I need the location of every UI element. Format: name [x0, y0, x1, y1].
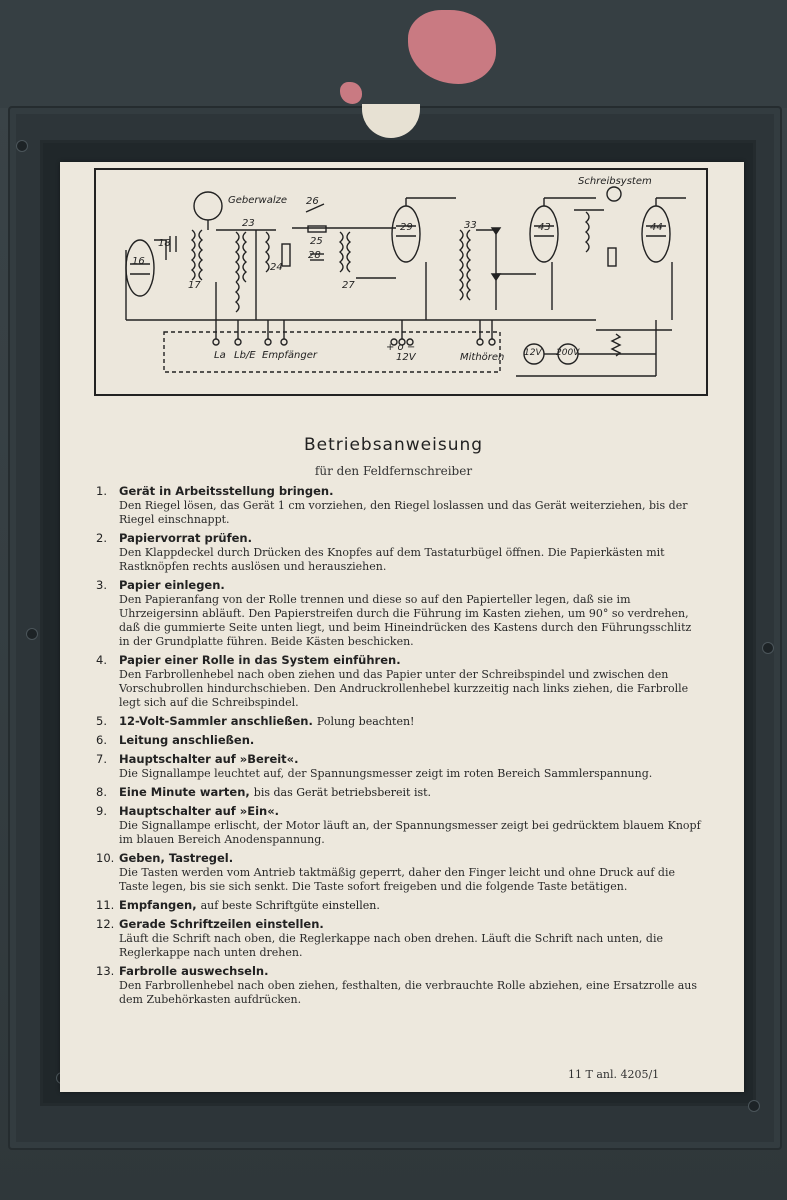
housing-top-panel — [0, 0, 787, 108]
step-number: 10. — [96, 851, 115, 865]
label-16: 16 — [132, 256, 145, 267]
step-heading-line — [119, 851, 704, 866]
step-heading-line — [119, 733, 704, 748]
step-number: 3. — [96, 578, 107, 592]
step-number: 13. — [96, 964, 115, 978]
label-25: 25 — [310, 236, 323, 247]
screw-left-mid — [26, 628, 38, 640]
step-heading: Papiervorrat prüfen. — [119, 531, 252, 545]
step-number: 2. — [96, 531, 107, 545]
instruction-step — [96, 714, 704, 729]
label-la: La — [214, 350, 226, 361]
label-18: 18 — [158, 238, 171, 249]
step-heading-line — [119, 714, 704, 729]
step-body: Läuft die Schrift nach oben, die Reglerkappe nach oben drehen. Läuft die Schrift nach unten, die Reglerkappe nach unten drehen. — [119, 932, 663, 959]
page-title: Betriebsanweisung — [303, 435, 484, 455]
screw-right-mid — [762, 642, 774, 654]
instruction-step — [96, 917, 704, 960]
step-heading: Eine Minute warten, — [119, 785, 250, 799]
step-body: Den Papieranfang von der Rolle trennen und diese so auf den Papierteller legen, daß sie im Uhrzeigersinn abläuft. Den Papierstreifen durch die Führung im Kasten ziehen, um 90° so verdrehen, daß die gummierte Seite unten liegt, und beim Hineindrücken des Kastens durch den Führungsschlitz in der Grundplatte führen. Beide Kästen beschicken. — [119, 593, 692, 648]
step-number: 6. — [96, 733, 107, 747]
label-24: 24 — [270, 262, 283, 273]
step-number: 11. — [96, 898, 115, 912]
instruction-step — [96, 531, 704, 574]
step-body: Den Klappdeckel durch Drücken des Knopfes auf dem Tastaturbügel öffnen. Die Papierkästen mit Rastknöpfen rechts auslösen und herausziehen. — [119, 546, 665, 573]
label-12v: 12V — [396, 352, 416, 363]
instruction-step — [96, 484, 704, 527]
form-number: 11 T anl. 4205/1 — [568, 1068, 660, 1081]
step-body: Die Signallampe leuchtet auf, der Spannungsmesser zeigt im roten Bereich Sammlerspannung. — [119, 767, 653, 780]
instruction-step — [96, 578, 704, 649]
step-heading: Papier einlegen. — [119, 578, 225, 592]
instruction-step — [96, 733, 704, 748]
step-number: 9. — [96, 804, 107, 818]
step-body: Den Riegel lösen, das Gerät 1 cm vorziehen, den Riegel loslassen und das Gerät weiterziehen, bis der Riegel einschnappt. — [119, 499, 688, 526]
instruction-step — [96, 785, 704, 800]
label-empfaenger: Empfänger — [262, 350, 318, 361]
step-body: Die Tasten werden vom Antrieb taktmäßig geperrt, daher den Finger leicht und ohne Druck auf die Taste legen, bis sie sich senkt. Die Taste sofort freigeben und die folgende Taste betätigen. — [119, 866, 675, 893]
step-inline-text: bis das Gerät betriebsbereit ist. — [253, 786, 432, 799]
step-number: 7. — [96, 752, 107, 766]
screw-left-top — [16, 140, 28, 152]
step-heading: Papier einer Rolle in das System einführen. — [119, 653, 401, 667]
step-heading-line — [119, 578, 704, 593]
step-heading-line — [119, 898, 704, 913]
step-inline-text: auf beste Schriftgüte einstellen. — [200, 899, 380, 912]
label-plus-minus: + o − — [386, 342, 416, 353]
step-inline-text: Polung beachten! — [316, 715, 415, 728]
step-number: 5. — [96, 714, 107, 728]
instruction-step — [96, 804, 704, 847]
label-meter-200v: 200V — [556, 348, 580, 358]
label-43: 43 — [538, 222, 551, 233]
paint-chip-small — [340, 82, 362, 104]
step-heading-line — [119, 785, 704, 800]
label-23: 23 — [242, 218, 255, 229]
label-geberwalze: Geberwalze — [228, 195, 287, 206]
step-heading-line — [119, 531, 704, 546]
label-meter-12v: 12V — [524, 348, 542, 358]
step-heading: Leitung anschließen. — [119, 733, 255, 747]
step-heading-line — [119, 653, 704, 668]
label-28: 28 — [308, 250, 321, 261]
instruction-step — [96, 898, 704, 913]
step-body: Den Farbrollenhebel nach oben ziehen, festhalten, die verbrauchte Rolle abziehen, eine Ersatzrolle aus dem Zubehörkasten aufdrücken. — [119, 979, 698, 1006]
label-33: 33 — [464, 220, 477, 231]
step-body: Den Farbrollenhebel nach oben ziehen und das Papier unter der Schreibspindel und zwischen den Vorschubrollen hindurchschieben. Den Andruckrollenhebel kurzzeitig nach links ziehen, die Farbrolle legt sich auf die Schreibspindel. — [119, 668, 689, 709]
step-heading-line — [119, 484, 704, 499]
step-heading-line — [119, 804, 704, 819]
step-heading: Geben, Tastregel. — [119, 851, 234, 865]
step-heading: Empfangen, — [119, 898, 197, 912]
label-mithoeren: Mithören — [460, 352, 505, 363]
instruction-step — [96, 851, 704, 894]
circuit-schematic — [94, 168, 708, 396]
step-heading: Gerade Schriftzeilen einstellen. — [119, 917, 324, 931]
step-number: 8. — [96, 785, 107, 799]
step-heading-line — [119, 964, 704, 979]
label-44: 44 — [650, 222, 663, 233]
page-subtitle: für den Feldfernschreiber — [314, 464, 473, 478]
step-body: Die Signallampe erlischt, der Motor läuft an, der Spannungsmesser zeigt bei gedrücktem blauem Knopf im blauen Bereich Anodenspannung. — [119, 819, 701, 846]
label-schreibsystem: Schreibsystem — [578, 176, 652, 187]
instruction-step — [96, 964, 704, 1007]
step-number: 4. — [96, 653, 107, 667]
instruction-steps — [96, 484, 704, 1011]
step-number: 1. — [96, 484, 107, 498]
step-heading: Gerät in Arbeitsstellung bringen. — [119, 484, 334, 498]
step-heading-line — [119, 752, 704, 767]
step-heading: Hauptschalter auf »Ein«. — [119, 804, 279, 818]
step-heading: Farbrolle auswechseln. — [119, 964, 269, 978]
label-27: 27 — [342, 280, 355, 291]
screw-right-bottom — [748, 1100, 760, 1112]
label-17: 17 — [188, 280, 201, 291]
step-heading: 12-Volt-Sammler anschließen. — [119, 714, 313, 728]
instruction-step — [96, 653, 704, 710]
label-26: 26 — [306, 196, 319, 207]
instruction-step — [96, 752, 704, 781]
label-29: 29 — [400, 222, 413, 233]
step-number: 12. — [96, 917, 115, 931]
step-heading: Hauptschalter auf »Bereit«. — [119, 752, 299, 766]
label-lb: Lb/E — [234, 350, 256, 361]
step-heading-line — [119, 917, 704, 932]
